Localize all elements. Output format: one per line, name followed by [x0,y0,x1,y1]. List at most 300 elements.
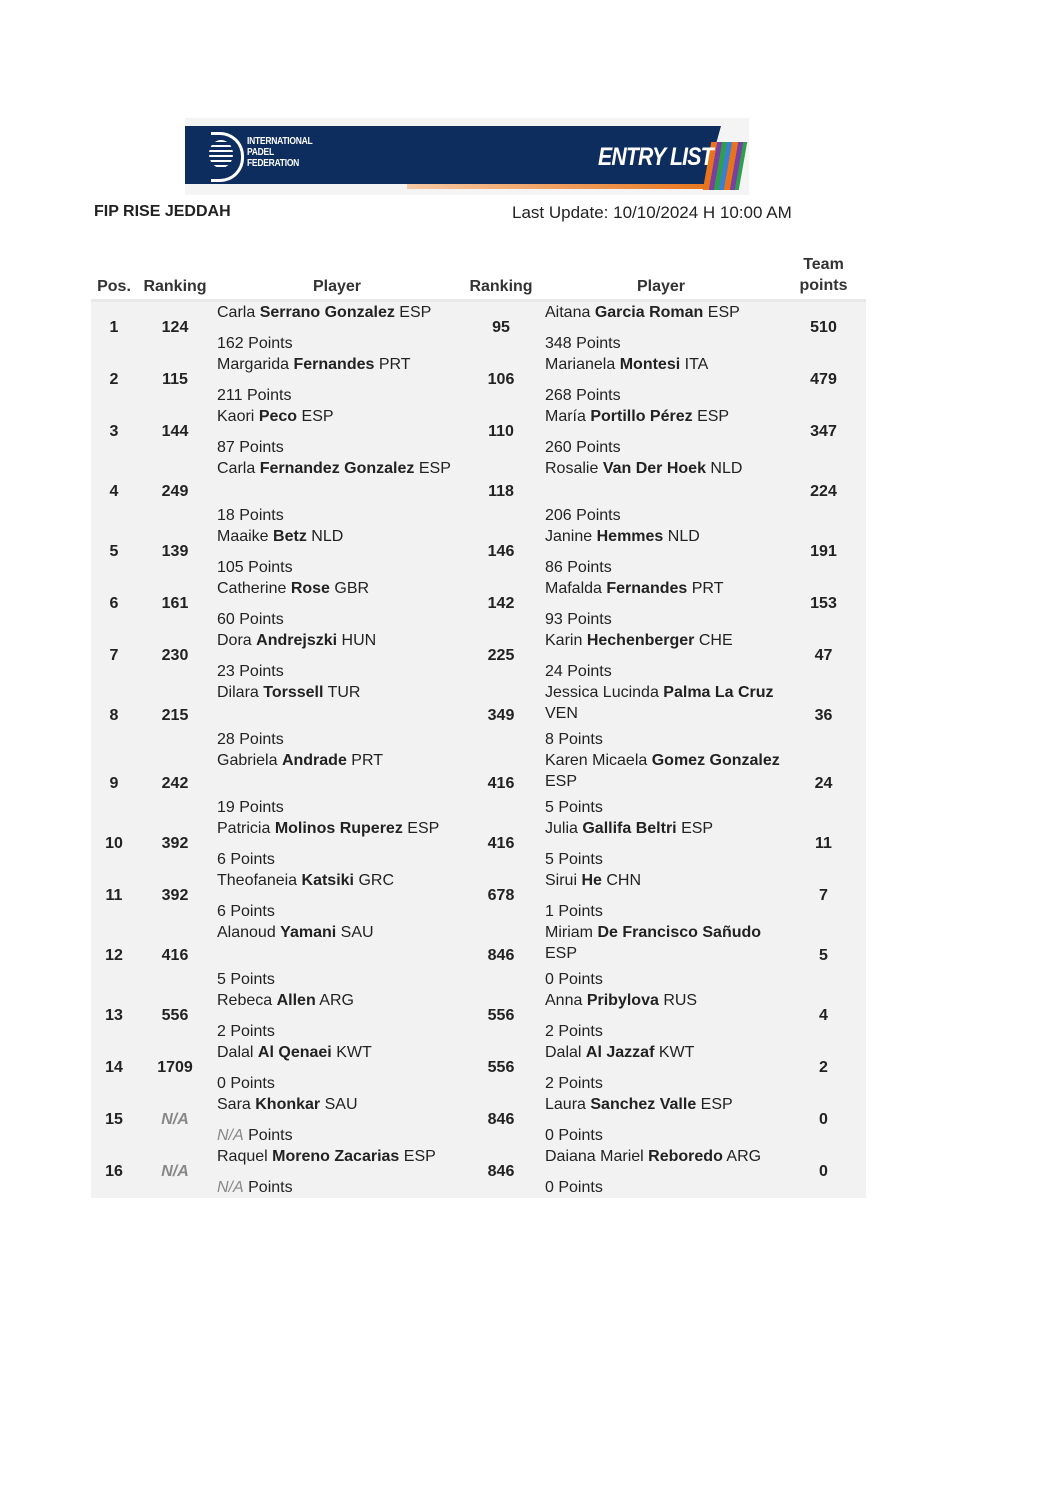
last-name: Montesi [619,356,681,373]
last-name: Fernandes [606,580,688,597]
nationality: ESP [545,773,578,790]
player-2 [541,578,781,630]
player-name [545,1094,781,1115]
last-name: He [581,872,602,889]
team-points: 47 [781,630,866,682]
player-points [217,797,461,818]
nationality: PRT [351,752,384,769]
last-name: Andrejszki [256,632,338,649]
player-cell [545,990,781,1042]
ranking-2: 678 [461,870,541,922]
points-value: 24 [545,663,563,680]
points-value: 2 [545,1075,554,1092]
player-2 [541,406,781,458]
ranking-1: 392 [137,818,213,870]
points-unit: Points [246,387,292,404]
logo-line: FEDERATION [247,158,300,169]
nationality: ESP [545,945,578,962]
player-cell [545,1042,781,1094]
header-team-line: Team [803,256,844,273]
last-name: Torssell [263,684,324,701]
ranking-2: 142 [461,578,541,630]
table-row [91,458,866,526]
nationality: ESP [399,304,432,321]
nationality: ESP [403,1148,436,1165]
nationality: NLD [710,460,743,477]
player-points [545,729,781,750]
player-1 [213,750,461,818]
player-points [217,437,461,458]
team-points: 2 [781,1042,866,1094]
player-cell [545,922,781,990]
table-row [91,922,866,990]
player-2 [541,458,781,526]
player-points [545,797,781,818]
player-2 [541,818,781,870]
position: 8 [91,682,137,750]
player-2 [541,630,781,682]
ranking-1: 230 [137,630,213,682]
team-points: 153 [781,578,866,630]
header-ranking-1: Ranking [137,250,213,301]
points-unit: Points [230,903,275,920]
last-name: Al Qenaei [257,1044,332,1061]
player-1 [213,818,461,870]
player-cell [217,578,461,630]
header-player-1: Player [213,250,461,301]
first-name: María [545,408,586,425]
player-cell [217,922,461,990]
points-value: 2 [545,1023,554,1040]
logo-line: PADEL [247,147,274,158]
points-value: 2 [217,1023,226,1040]
player-name [217,354,461,375]
player-points [217,609,461,630]
team-points: 7 [781,870,866,922]
points-value: 0 [217,1075,226,1092]
player-2 [541,1042,781,1094]
player-name [545,406,781,427]
player-1 [213,458,461,526]
position: 4 [91,458,137,526]
table-row [91,682,866,750]
position: 13 [91,990,137,1042]
player-name [217,406,461,427]
player-1 [213,922,461,990]
points-unit: Points [576,387,621,404]
points-unit: Points [576,439,621,456]
ranking-2: 225 [461,630,541,682]
last-name: Hemmes [596,528,664,545]
position: 10 [91,818,137,870]
header-team-line: points [799,277,848,294]
ranking-2: 95 [461,301,541,355]
first-name: Maaike [217,528,269,545]
player-name [545,818,781,839]
player-name [545,1042,781,1063]
fip-logo-ball-icon [209,140,233,168]
player-2 [541,301,781,355]
first-name: Alanoud [217,924,276,941]
first-name: Daiana Mariel [545,1148,644,1165]
points-value: 206 [545,507,572,524]
team-points: 0 [781,1146,866,1198]
last-name: Fernandes [293,356,375,373]
position: 12 [91,922,137,990]
player-cell [217,682,461,750]
player-name [545,1146,781,1167]
table-row [91,1094,866,1146]
points-unit: Points [567,559,612,576]
points-unit: Points [567,663,612,680]
table-row [91,750,866,818]
player-cell [545,870,781,922]
points-value: N/A [217,1127,244,1144]
nationality: ARG [319,992,354,1009]
entry-list-table [91,250,866,1198]
player-1 [213,301,461,355]
points-unit: Points [558,1075,603,1092]
last-name: Katsiki [301,872,354,889]
ranking-1: 416 [137,922,213,990]
points-unit: Points [558,1127,603,1144]
ranking-1: 161 [137,578,213,630]
last-name: Allen [276,992,316,1009]
team-points: 347 [781,406,866,458]
points-value: 86 [545,559,563,576]
last-name: Hechenberger [586,632,695,649]
player-cell [217,750,461,818]
player-points [545,1073,781,1094]
ranking-2: 349 [461,682,541,750]
points-unit: Points [239,439,284,456]
nationality: VEN [545,705,578,722]
nationality: ESP [697,408,730,425]
first-name: Aitana [545,304,591,321]
points-value: 5 [545,851,554,868]
ranking-2: 110 [461,406,541,458]
points-value: 5 [545,799,554,816]
player-points [545,505,781,526]
player-points [545,1125,781,1146]
last-update: Last Update: 10/10/2024 H 10:00 AM [512,203,792,222]
player-name [545,750,781,792]
player-name [545,458,781,479]
table-row [91,990,866,1042]
team-points: 24 [781,750,866,818]
points-unit: Points [558,1023,603,1040]
player-1 [213,870,461,922]
player-name [217,922,461,943]
player-name [217,818,461,839]
ranking-1: N/A [137,1146,213,1198]
player-points [217,849,461,870]
header-team-points [781,250,866,301]
nationality: GRC [358,872,394,889]
points-unit: Points [239,799,284,816]
ranking-1: 249 [137,458,213,526]
last-name: Rose [290,580,330,597]
ranking-2: 556 [461,990,541,1042]
player-points [545,661,781,682]
player-cell [217,990,461,1042]
points-value: 60 [217,611,235,628]
table-header [91,250,866,301]
player-cell [217,1146,461,1198]
first-name: Karen Micaela [545,752,648,769]
player-1 [213,578,461,630]
nationality: CHN [606,872,642,889]
points-unit: Points [230,851,275,868]
player-2 [541,750,781,818]
player-1 [213,354,461,406]
player-points [545,969,781,990]
position: 16 [91,1146,137,1198]
player-points [217,729,461,750]
points-value: 87 [217,439,235,456]
points-unit: Points [230,1075,275,1092]
first-name: Laura [545,1096,586,1113]
first-name: Dilara [217,684,259,701]
points-value: 0 [545,1179,554,1196]
player-points [545,437,781,458]
position: 1 [91,301,137,355]
points-value: 93 [545,611,563,628]
points-value: 211 [217,387,243,404]
points-value: 0 [545,1127,554,1144]
ranking-1: 124 [137,301,213,355]
player-points [545,1177,781,1198]
points-unit: Points [558,731,603,748]
player-cell [545,818,781,870]
last-name: Khonkar [255,1096,321,1113]
player-name [217,458,461,479]
player-2 [541,990,781,1042]
player-2 [541,1094,781,1146]
last-name: Betz [273,528,307,545]
last-name: Reboredo [648,1148,723,1165]
nationality: ESP [707,304,740,321]
player-2 [541,922,781,990]
last-name: De Francisco Sañudo [597,924,762,941]
player-cell [545,406,781,458]
team-points: 191 [781,526,866,578]
first-name: Kaori [217,408,255,425]
first-name: Margarida [217,356,290,373]
ranking-1: N/A [137,1094,213,1146]
points-value: 1 [545,903,554,920]
table-row [91,1042,866,1094]
first-name: Miriam [545,924,593,941]
ranking-1: 1709 [137,1042,213,1094]
player-2 [541,682,781,750]
player-cell [217,1094,461,1146]
nationality: CHE [698,632,733,649]
player-name [217,1042,461,1063]
last-name: Palma La Cruz [663,684,774,701]
table-row [91,526,866,578]
player-cell [217,458,461,526]
player-cell [217,406,461,458]
nationality: PRT [378,356,411,373]
team-points: 479 [781,354,866,406]
player-name [545,302,781,323]
ranking-2: 846 [461,1094,541,1146]
player-name [545,354,781,375]
points-value: 23 [217,663,235,680]
player-cell [545,630,781,682]
header-ranking-2: Ranking [461,250,541,301]
first-name: Marianela [545,356,616,373]
table-row [91,354,866,406]
last-name: Yamani [280,924,337,941]
ranking-1: 392 [137,870,213,922]
first-name: Carla [217,304,256,321]
ranking-1: 242 [137,750,213,818]
team-points: 224 [781,458,866,526]
points-value: 5 [217,971,226,988]
player-cell [217,1042,461,1094]
position: 5 [91,526,137,578]
player-points [545,849,781,870]
team-points: 36 [781,682,866,750]
position: 6 [91,578,137,630]
table-row [91,301,866,355]
player-name [545,630,781,651]
ranking-1: 556 [137,990,213,1042]
player-1 [213,990,461,1042]
player-1 [213,526,461,578]
fip-logo-text [247,136,312,169]
last-name: Serrano Gonzalez [259,304,395,321]
position: 14 [91,1042,137,1094]
points-value: 0 [545,971,554,988]
last-name: Portillo Pérez [590,408,693,425]
player-1 [213,682,461,750]
player-cell [545,302,781,354]
points-unit: Points [558,851,603,868]
player-name [545,922,781,964]
nationality: KWT [658,1044,695,1061]
player-name [217,1094,461,1115]
player-name [217,990,461,1011]
nationality: NLD [311,528,344,545]
player-1 [213,406,461,458]
player-name [217,578,461,599]
last-name: Garcia Roman [594,304,704,321]
nationality: PRT [691,580,724,597]
first-name: Sara [217,1096,251,1113]
player-cell [545,1094,781,1146]
player-points [545,333,781,354]
player-1 [213,1094,461,1146]
points-unit: Points [576,507,621,524]
points-unit: Points [248,335,293,352]
player-points [217,1125,461,1146]
points-unit: Points [239,731,284,748]
ranking-2: 416 [461,750,541,818]
points-value: 8 [545,731,554,748]
points-unit: Points [230,1023,275,1040]
table-row [91,630,866,682]
points-value: 19 [217,799,235,816]
position: 9 [91,750,137,818]
points-unit: Points [248,559,293,576]
player-points [545,557,781,578]
nationality: NLD [667,528,700,545]
points-value: 162 [217,335,244,352]
player-cell [545,1146,781,1198]
points-value: 105 [217,559,244,576]
team-points: 11 [781,818,866,870]
team-points: 510 [781,301,866,355]
player-points [217,969,461,990]
points-unit: Points [248,1179,293,1196]
player-points [217,1021,461,1042]
nationality: ESP [681,820,714,837]
points-value: 348 [545,335,572,352]
player-name [545,526,781,547]
nationality: ESP [418,460,451,477]
ranking-2: 846 [461,1146,541,1198]
last-name: Pribylova [586,992,659,1009]
position: 11 [91,870,137,922]
last-name: Al Jazzaf [585,1044,655,1061]
ranking-1: 139 [137,526,213,578]
player-name [545,682,781,724]
position: 15 [91,1094,137,1146]
player-name [217,870,461,891]
first-name: Sirui [545,872,578,889]
first-name: Dalal [217,1044,254,1061]
nationality: TUR [327,684,361,701]
points-value: 18 [217,507,235,524]
player-name [217,302,461,323]
player-name [545,578,781,599]
position: 3 [91,406,137,458]
ranking-2: 146 [461,526,541,578]
player-name [217,750,461,771]
ranking-2: 118 [461,458,541,526]
player-1 [213,1146,461,1198]
player-1 [213,1042,461,1094]
nationality: ESP [700,1096,733,1113]
header-pos: Pos. [91,250,137,301]
player-cell [545,354,781,406]
player-cell [545,578,781,630]
ranking-2: 846 [461,922,541,990]
banner-title: ENTRY LIST [598,143,713,171]
first-name: Anna [545,992,583,1009]
points-unit: Points [567,611,612,628]
player-points [545,609,781,630]
points-unit: Points [558,971,603,988]
nationality: KWT [336,1044,372,1061]
first-name: Jessica Lucinda [545,684,659,701]
player-points [217,557,461,578]
first-name: Theofaneia [217,872,298,889]
player-points [217,385,461,406]
player-points [545,385,781,406]
nationality: SAU [324,1096,358,1113]
first-name: Raquel [217,1148,268,1165]
last-name: Gallifa Beltri [582,820,677,837]
player-name [545,990,781,1011]
points-value: 260 [545,439,572,456]
player-2 [541,870,781,922]
player-name [217,630,461,651]
table-row [91,578,866,630]
